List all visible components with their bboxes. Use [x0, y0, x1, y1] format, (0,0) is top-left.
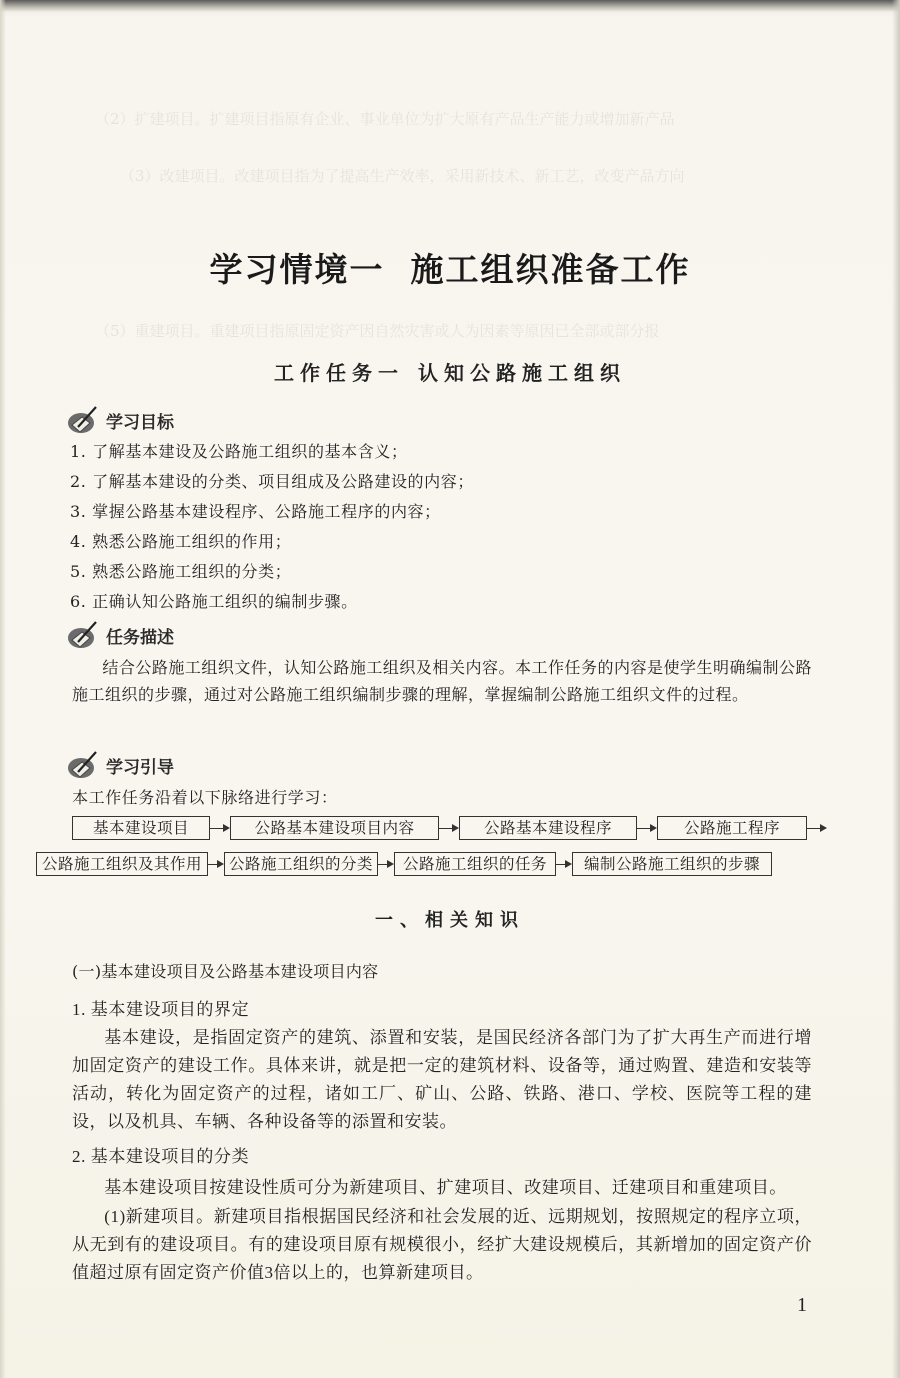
- arrow-right-icon: [556, 853, 572, 875]
- arrow-right-icon: [637, 817, 657, 839]
- section-heading-label: 学习目标: [106, 412, 174, 433]
- learning-guide-intro: 本工作任务沿着以下脉络进行学习：: [72, 788, 338, 807]
- flow-step: 公路施工组织的分类: [224, 852, 378, 876]
- bleed-through-text: （5）重建项目。重建项目指原固定资产因自然灾害或人为因素等原因已全部或部分报: [95, 322, 660, 340]
- section-heading-label: 学习引导: [106, 757, 174, 778]
- classification-paragraph: 基本建设项目按建设性质可分为新建项目、扩建项目、改建项目、迁建项目和重建项目。: [104, 1178, 787, 1197]
- flow-step: 公路施工组织的任务: [394, 852, 556, 876]
- objective-item: 1. 了解基本建设及公路施工组织的基本含义；: [70, 442, 408, 461]
- subheading-definition: 1. 基本建设项目的界定: [72, 1000, 250, 1019]
- task-label: 工作任务一: [274, 360, 404, 385]
- arrow-right-icon: [439, 817, 459, 839]
- chapter-name: 施工组织准备工作: [410, 250, 691, 290]
- page-left-edge: [0, 0, 6, 1378]
- arrow-right-icon: [210, 817, 230, 839]
- page-top-shadow: [0, 0, 900, 12]
- chapter-title: [0, 244, 900, 291]
- task-description-text: 结合公路施工组织文件，认知公路施工组织及相关内容。本工作任务的内容是使学生明确编制公路施工组织的步骤，通过对公路施工组织编制步骤的理解，掌握编制公路施工组织文件的过程。: [72, 658, 812, 704]
- task-name: 认知公路施工组织: [418, 360, 626, 385]
- pen-paper-icon: [66, 750, 102, 780]
- arrow-right-icon: [807, 817, 827, 839]
- flow-step: 基本建设项目: [72, 816, 210, 840]
- objective-item: 2. 了解基本建设的分类、项目组成及公路建设的内容；: [70, 472, 474, 491]
- pen-paper-icon: [66, 620, 102, 650]
- definition-paragraph: 基本建设，是指固定资产的建筑、添置和安装，是国民经济各部门为了扩大再生产而进行增加固定资产的建设工作。具体来讲，就是把一定的建筑材料、设备等，通过购置、建造和安装等活动，转化为固定资产的过程，诸如工厂、矿山、公路、铁路、港口、学校、医院等工程的建设，以及机具、车辆、各种设备等的添置和安装。: [72, 1028, 812, 1131]
- task-description-heading: [66, 620, 174, 650]
- page-right-edge: [892, 0, 900, 1378]
- flow-diagram-row-2: [36, 852, 772, 876]
- arrow-right-icon: [378, 853, 394, 875]
- flow-step: 公路施工程序: [657, 816, 807, 840]
- learning-guide-heading: [66, 750, 174, 780]
- subheading-classification: 2. 基本建设项目的分类: [72, 1147, 250, 1166]
- flow-step: 公路基本建设项目内容: [230, 816, 439, 840]
- flow-step: 公路施工组织及其作用: [36, 852, 208, 876]
- new-project-paragraph: (1)新建项目。新建项目指根据国民经济和社会发展的近、远期规划，按照规定的程序立项，从无到有的建设项目。有的建设项目原有规模很小，经扩大建设规模后，其新增加的固定资产价值超过原有固定资产价值3倍以上的，也算新建项目。: [72, 1207, 812, 1282]
- bleed-through-text: （3）改建项目。改建项目指为了提高生产效率，采用新技术、新工艺，改变产品方向: [120, 167, 685, 185]
- pen-paper-icon: [66, 405, 102, 435]
- section-heading-label: 任务描述: [106, 627, 174, 648]
- subsection-heading: (一)基本建设项目及公路基本建设项目内容: [72, 962, 379, 981]
- arrow-right-icon: [208, 853, 224, 875]
- objective-item: 4. 熟悉公路施工组织的作用；: [70, 532, 292, 551]
- flow-diagram-row-1: [72, 816, 827, 840]
- knowledge-section-title: 一、相关知识: [375, 910, 525, 931]
- bleed-through-text: （2）扩建项目。扩建项目指原有企业、事业单位为扩大原有产品生产能力或增加新产品: [95, 110, 675, 128]
- objective-item: 5. 熟悉公路施工组织的分类；: [70, 562, 292, 581]
- objective-item: 6. 正确认知公路施工组织的编制步骤。: [70, 592, 358, 611]
- page-number: 1: [797, 1294, 807, 1316]
- chapter-label: 学习情境一: [209, 250, 385, 290]
- flow-step: 公路基本建设程序: [459, 816, 637, 840]
- task-title: [0, 357, 900, 386]
- flow-step: 编制公路施工组织的步骤: [572, 852, 772, 876]
- objective-item: 3. 掌握公路基本建设程序、公路施工程序的内容；: [70, 502, 441, 521]
- learning-objectives-heading: [66, 405, 174, 435]
